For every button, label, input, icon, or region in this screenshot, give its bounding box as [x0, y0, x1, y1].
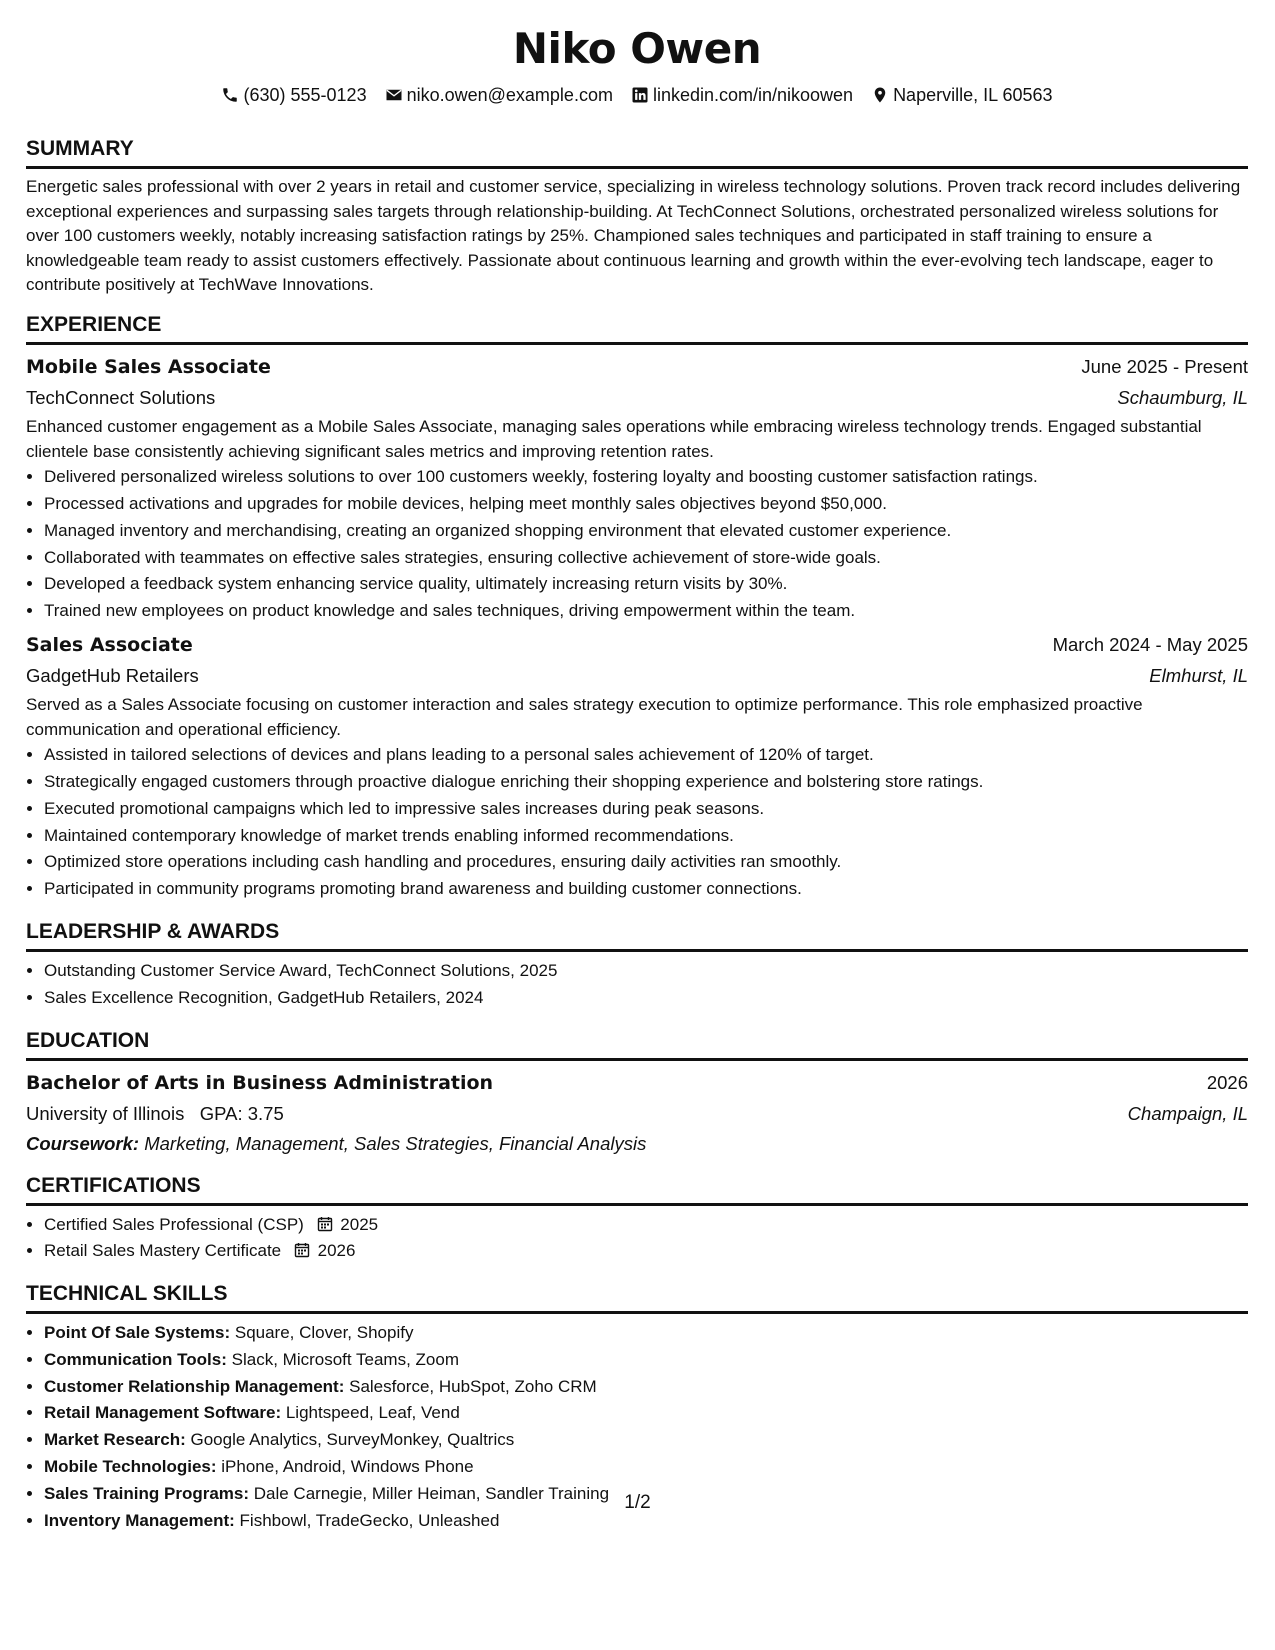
job-title: Mobile Sales Associate	[26, 355, 271, 378]
cert-name: Certified Sales Professional (CSP)	[44, 1214, 304, 1234]
job-entry	[26, 629, 1248, 903]
cert-year: 2026	[317, 1241, 356, 1261]
linkedin-icon	[631, 86, 649, 104]
list-item: • Developed a feedback system enhancing service quality, ultimately increasing return visits by 30%.	[44, 571, 1248, 598]
skill-category: Sales Training Programs:	[44, 1483, 250, 1503]
coursework-text: Marketing, Management, Sales Strategies, Financial Analysis	[144, 1132, 647, 1154]
school-location: Champaign, IL	[1127, 1102, 1248, 1124]
list-item	[44, 1454, 1248, 1481]
contact-phone[interactable]	[221, 82, 366, 108]
linkedin-text: linkedin.com/in/nikoowen	[652, 85, 854, 105]
list-item	[44, 1400, 1248, 1427]
candidate-name: Niko Owen	[512, 24, 762, 73]
contact-email[interactable]	[385, 82, 613, 108]
list-item	[44, 1427, 1248, 1454]
degree: Bachelor of Arts in Business Administration	[26, 1071, 494, 1094]
experience-section	[26, 310, 1248, 903]
graduation-year: 2026	[1206, 1071, 1248, 1093]
skill-values: Salesforce, HubSpot, Zoho CRM	[349, 1376, 597, 1396]
summary-heading: SUMMARY	[26, 134, 1248, 169]
list-item: • Managed inventory and merchandising, creating an organized shopping environment that elevated customer experience.	[44, 518, 1248, 545]
skill-category: Market Research:	[44, 1430, 186, 1450]
job-title: Sales Associate	[26, 633, 193, 656]
certifications-section	[26, 1171, 1248, 1266]
cert-year: 2025	[340, 1214, 379, 1234]
phone-text: (630) 555-0123	[243, 85, 367, 105]
contact-bar	[26, 82, 1248, 108]
list-item: • Strategically engaged customers through proactive dialogue enriching their shopping experience and bolstering store ratings.	[44, 769, 1248, 796]
job-entry	[26, 351, 1248, 625]
summary-section	[26, 134, 1248, 298]
list-item	[44, 1374, 1248, 1401]
envelope-icon	[385, 86, 403, 104]
skills-heading: TECHNICAL SKILLS	[26, 1279, 1248, 1314]
list-item: • Maintained contemporary knowledge of market trends enabling informed recommendations.	[44, 823, 1248, 850]
resume-page	[26, 20, 1248, 1534]
certifications-list	[26, 1212, 1248, 1266]
coursework-line	[26, 1129, 1248, 1159]
job-location: Elmhurst, IL	[1149, 664, 1248, 686]
phone-icon	[221, 86, 239, 104]
list-item: • Outstanding Customer Service Award, TechConnect Solutions, 2025	[44, 958, 1248, 985]
job-bullets	[26, 464, 1248, 625]
job-location: Schaumburg, IL	[1117, 386, 1248, 408]
list-item: • Collaborated with teammates on effective sales strategies, ensuring collective achievement of store-wide goals.	[44, 545, 1248, 572]
skill-category: Inventory Management:	[44, 1510, 235, 1530]
map-pin-icon	[871, 86, 889, 104]
job-bullets	[26, 742, 1248, 903]
list-item: • Assisted in tailored selections of devices and plans leading to a personal sales achievement of 120% of target.	[44, 742, 1248, 769]
skill-values: Slack, Microsoft Teams, Zoom	[231, 1349, 459, 1369]
skill-values: Fishbowl, TradeGecko, Unleashed	[239, 1510, 500, 1530]
skill-values: iPhone, Android, Windows Phone	[221, 1457, 474, 1477]
job-description: Served as a Sales Associate focusing on customer interaction and sales strategy execution to optimize performance. This role emphasized proactive communication and operational efficiency.	[26, 694, 1143, 739]
list-item: • Delivered personalized wireless solutions to over 100 customers weekly, fostering loyalty and boosting customer satisfaction ratings.	[44, 464, 1248, 491]
school-line	[26, 1099, 284, 1129]
education-section	[26, 1026, 1248, 1159]
education-heading: EDUCATION	[26, 1026, 1248, 1061]
list-item: • Processed activations and upgrades for mobile devices, helping meet monthly sales objectives beyond $50,000.	[44, 491, 1248, 518]
page-number: 1/2	[624, 1492, 651, 1513]
skill-values: Google Analytics, SurveyMonkey, Qualtrics	[190, 1430, 515, 1450]
skill-category: Retail Management Software:	[44, 1403, 282, 1423]
list-item: • Sales Excellence Recognition, GadgetHub Retailers, 2024	[44, 985, 1248, 1012]
list-item	[44, 1212, 1248, 1239]
skill-category: Mobile Technologies:	[44, 1457, 217, 1477]
list-item: • Participated in community programs promoting brand awareness and building customer connections.	[44, 876, 1248, 903]
awards-list	[26, 958, 1248, 1012]
list-item	[44, 1238, 1248, 1265]
job-dates: June 2025 - Present	[1081, 355, 1248, 377]
leadership-section	[26, 917, 1248, 1012]
skill-category: Customer Relationship Management:	[44, 1376, 345, 1396]
experience-heading: EXPERIENCE	[26, 310, 1248, 345]
location-text: Naperville, IL 60563	[893, 85, 1053, 105]
cert-name: Retail Sales Mastery Certificate	[44, 1241, 282, 1261]
contact-linkedin[interactable]	[631, 82, 853, 108]
coursework-label: Coursework:	[26, 1132, 140, 1154]
gpa: GPA: 3.75	[199, 1102, 284, 1124]
calendar-icon	[317, 1216, 333, 1232]
list-item	[44, 1347, 1248, 1374]
skill-values: Square, Clover, Shopify	[234, 1323, 414, 1343]
job-dates: March 2024 - May 2025	[1052, 633, 1248, 655]
skill-values: Lightspeed, Leaf, Vend	[285, 1403, 460, 1423]
list-item: • Executed promotional campaigns which led to impressive sales increases during peak seasons.	[44, 796, 1248, 823]
contact-location	[871, 82, 1052, 108]
list-item	[44, 1320, 1248, 1347]
calendar-icon	[294, 1242, 310, 1258]
email-text: niko.owen@example.com	[406, 85, 613, 105]
leadership-heading: LEADERSHIP & AWARDS	[26, 917, 1248, 952]
job-company: GadgetHub Retailers	[26, 664, 199, 686]
job-company: TechConnect Solutions	[26, 386, 216, 408]
skill-values: Dale Carnegie, Miller Heiman, Sandler Training	[253, 1483, 610, 1503]
list-item: • Optimized store operations including cash handling and procedures, ensuring daily activities ran smoothly.	[44, 849, 1248, 876]
summary-text: Energetic sales professional with over 2 years in retail and customer service, specializing in wireless technology solutions. Proven track record includes delivering exceptional experiences and surpassing sales targets through relationship-building. At TechConnect Solutions, orchestrated personalized wireless solutions for over 100 customers weekly, notably increasing satisfaction ratings by 25%. Championed sales techniques and participated in staff training to ensure a knowledgeable team ready to assist customers effectively. Passionate about continuous learning and growth within the ever-evolving tech landscape, eager to contribute positively at TechWave Innovations.	[26, 177, 1241, 295]
skill-category: Communication Tools:	[44, 1349, 227, 1369]
school-name: University of Illinois	[26, 1102, 185, 1124]
job-description: Enhanced customer engagement as a Mobile Sales Associate, managing sales operations while embracing wireless technology trends. Engaged substantial clientele base consistently achieving significant sales metrics and improving retention rates.	[26, 416, 1202, 461]
skill-category: Point Of Sale Systems:	[44, 1323, 231, 1343]
certifications-heading: CERTIFICATIONS	[26, 1171, 1248, 1206]
list-item: • Trained new employees on product knowledge and sales techniques, driving empowerment within the team.	[44, 598, 1248, 625]
